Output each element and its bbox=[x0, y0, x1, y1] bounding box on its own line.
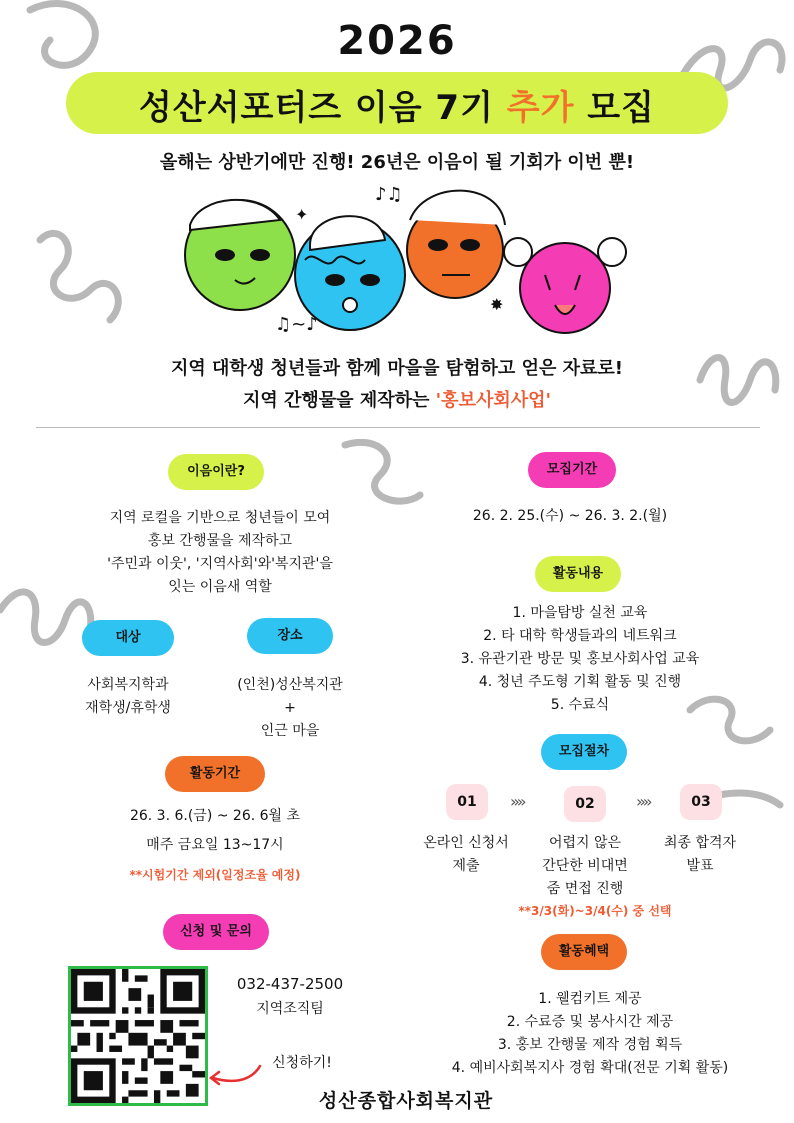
benefit-item: 1. 웰컴키트 제공 bbox=[538, 991, 642, 1007]
step-2-text bbox=[530, 832, 640, 901]
step-line: 줌 면접 진행 bbox=[546, 881, 624, 897]
section-divider bbox=[36, 427, 760, 428]
activity-item: 4. 청년 주도형 기획 활동 및 진행 bbox=[478, 674, 682, 690]
description-line1: 지역 대학생 청년들과 함께 마을을 탐험하고 얻은 자료로! bbox=[171, 358, 623, 379]
step-line: 최종 합격자 bbox=[663, 835, 737, 851]
qr-pattern bbox=[71, 969, 205, 1103]
about-line: 지역 로컬을 기반으로 청년들이 모여 bbox=[109, 510, 331, 526]
process-label: 모집절차 bbox=[541, 734, 627, 770]
step-line: 간단한 비대면 bbox=[542, 858, 628, 874]
step-line: 어렵지 않은 bbox=[548, 835, 622, 851]
about-line: 잇는 이음새 역할 bbox=[168, 579, 272, 595]
step-line: 발표 bbox=[686, 858, 714, 874]
activity-item: 2. 타 대학 학생들과의 네트워크 bbox=[483, 628, 677, 644]
title-accent: 추가 bbox=[506, 88, 575, 128]
target-label: 대상 bbox=[82, 620, 174, 656]
description-line2-prefix: 지역 간행물을 제작하는 bbox=[242, 390, 436, 411]
benefits-label: 활동혜택 bbox=[541, 934, 627, 970]
place-line: (인천)성산복지관 bbox=[237, 677, 343, 693]
step-number: 03 bbox=[680, 784, 722, 820]
arrow-to-qr-icon bbox=[205, 1058, 265, 1088]
apply-cta: 신청하기! bbox=[272, 1055, 332, 1071]
benefit-item: 3. 홍보 간행물 제작 경험 획득 bbox=[497, 1037, 683, 1053]
about-text bbox=[80, 507, 360, 599]
process-note: **3/3(화)~3/4(수) 중 선택 bbox=[518, 904, 672, 918]
title-main: 성산서포터즈 이음 7기 bbox=[139, 88, 507, 128]
year-heading: 2026 bbox=[337, 18, 457, 64]
place-line: + bbox=[284, 700, 296, 716]
about-label: 이음이란? bbox=[168, 454, 264, 490]
activity-item: 3. 유관기관 방문 및 홍보사회사업 교육 bbox=[460, 651, 700, 667]
period-dates: 26. 3. 6.(금) ~ 26. 6월 초 bbox=[129, 808, 301, 824]
apply-label: 신청 및 문의 bbox=[163, 914, 269, 950]
target-text bbox=[58, 674, 198, 720]
activity-item: 1. 마을탐방 실천 교육 bbox=[512, 605, 648, 621]
recruit-period-value: 26. 2. 25.(수) ~ 26. 3. 2.(월) bbox=[472, 508, 668, 524]
svg-text:✦: ✦ bbox=[295, 205, 309, 224]
period-label: 활동기간 bbox=[165, 756, 265, 792]
step-line: 제출 bbox=[452, 858, 480, 874]
target-line: 사회복지학과 bbox=[87, 677, 169, 693]
squiggle-left-lower bbox=[0, 592, 91, 643]
benefits-list bbox=[430, 988, 750, 1080]
description-line2-accent: '홍보사회사업' bbox=[435, 390, 552, 411]
squiggle-center bbox=[345, 442, 420, 501]
squiggle-left-mid bbox=[40, 233, 118, 320]
qr-code[interactable] bbox=[68, 966, 208, 1106]
target-line: 재학생/휴학생 bbox=[85, 700, 171, 716]
organization-name: 성산종합사회복지관 bbox=[318, 1090, 494, 1112]
activities-label: 활동내용 bbox=[535, 556, 621, 592]
period-note: **시험기간 제외(일정조율 예정) bbox=[129, 868, 301, 882]
about-line: 홍보 간행물을 제작하고 bbox=[147, 533, 293, 549]
chevron-right-icon: »» bbox=[510, 792, 524, 811]
chevron-right-icon: »» bbox=[636, 792, 650, 811]
contact-team: 지역조직팀 bbox=[256, 1001, 324, 1017]
about-line: '주민과 이웃', '지역사회'와'복지관'을 bbox=[107, 556, 333, 572]
benefit-item: 4. 예비사회복지사 경험 확대(전문 기획 활동) bbox=[451, 1060, 729, 1076]
svg-text:♪♫: ♪♫ bbox=[375, 184, 403, 205]
contact-phone: 032-437-2500 bbox=[236, 975, 344, 993]
place-label: 장소 bbox=[247, 618, 333, 654]
place-line: 인근 마을 bbox=[260, 723, 320, 739]
subtitle: 올해는 상반기에만 진행! 26년은 이음이 될 기회가 이번 뿐! bbox=[159, 152, 635, 173]
description-line2 bbox=[0, 386, 794, 412]
activities-list bbox=[420, 602, 740, 717]
benefit-item: 2. 수료증 및 봉사시간 제공 bbox=[506, 1014, 674, 1030]
svg-text:♫~♪: ♫~♪ bbox=[275, 314, 318, 335]
title-end: 모집 bbox=[574, 88, 655, 128]
activity-item: 5. 수료식 bbox=[550, 697, 610, 713]
step-number: 02 bbox=[564, 786, 606, 822]
step-3-text bbox=[650, 832, 750, 878]
step-line: 온라인 신청서 bbox=[423, 835, 509, 851]
svg-text:✸: ✸ bbox=[490, 295, 504, 314]
recruit-period-label: 모집기간 bbox=[528, 452, 616, 488]
step-number: 01 bbox=[446, 784, 488, 820]
period-schedule: 매주 금요일 13~17시 bbox=[146, 837, 284, 853]
characters-illustration bbox=[180, 180, 630, 345]
page-title bbox=[66, 80, 728, 129]
step-1-text bbox=[416, 832, 516, 878]
place-text bbox=[210, 674, 370, 743]
